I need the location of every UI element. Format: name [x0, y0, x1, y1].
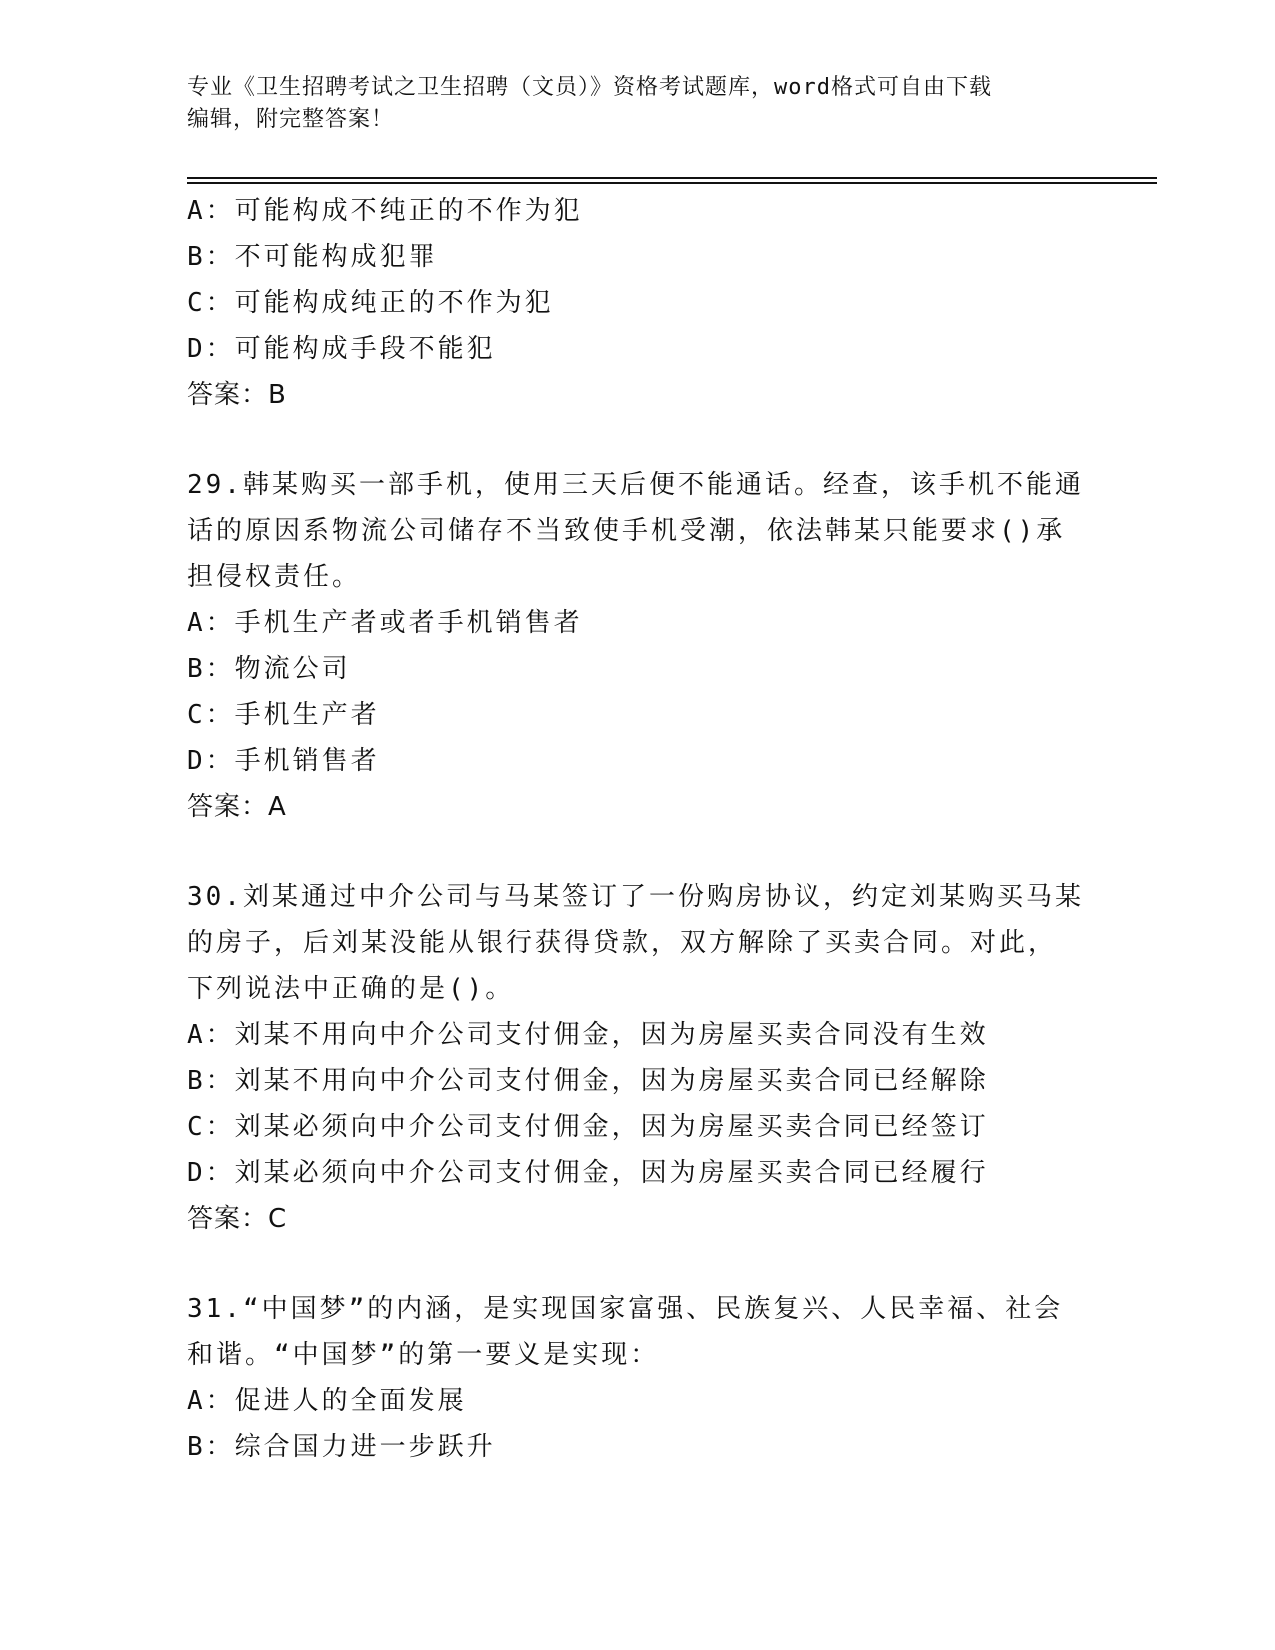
- option-b: B：刘某不用向中介公司支付佣金，因为房屋买卖合同已经解除: [187, 1066, 989, 1096]
- question-29: [187, 462, 1087, 830]
- answer-line: 答案：B: [187, 380, 287, 410]
- question-stem-line: 下列说法中正确的是()。: [187, 974, 515, 1004]
- question-30: [187, 874, 1087, 1242]
- question-stem-line: 30.刘某通过中介公司与马某签订了一份购房协议，约定刘某购买马某: [187, 882, 1084, 912]
- option-a: A：可能构成不纯正的不作为犯: [187, 196, 583, 226]
- option-c: C：手机生产者: [187, 700, 380, 730]
- question-stem-line: 担侵权责任。: [187, 562, 362, 592]
- answer-line: 答案：A: [187, 792, 287, 822]
- option-a: A：促进人的全面发展: [187, 1386, 467, 1416]
- question-stem-line: 的房子，后刘某没能从银行获得贷款，双方解除了买卖合同。对此，: [187, 928, 1058, 958]
- option-d: D：可能构成手段不能犯: [187, 334, 496, 364]
- question-stem-line: 话的原因系物流公司储存不当致使手机受潮，依法韩某只能要求()承: [187, 516, 1066, 546]
- document-header: [187, 72, 1087, 136]
- question-31: [187, 1286, 1087, 1470]
- header-line-2: 编辑，附完整答案！: [187, 107, 395, 132]
- question-spacer: [187, 1242, 1087, 1286]
- question-stem-line: 31.“中国梦”的内涵，是实现国家富强、民族复兴、人民幸福、社会: [187, 1294, 1064, 1324]
- header-divider-bottom: [187, 182, 1157, 184]
- option-b: B：综合国力进一步跃升: [187, 1432, 496, 1462]
- option-c: C：刘某必须向中介公司支付佣金，因为房屋买卖合同已经签订: [187, 1112, 989, 1142]
- question-28: [187, 188, 1087, 418]
- answer-line: 答案：C: [187, 1204, 288, 1234]
- option-d: D：手机销售者: [187, 746, 380, 776]
- question-spacer: [187, 418, 1087, 462]
- header-line-1: 专业《卫生招聘考试之卫生招聘（文员）》资格考试题库，word格式可自由下载: [187, 75, 992, 100]
- header-divider-top: [187, 177, 1157, 179]
- question-spacer: [187, 830, 1087, 874]
- option-b: B：物流公司: [187, 654, 351, 684]
- option-b: B：不可能构成犯罪: [187, 242, 438, 272]
- question-list: [187, 188, 1087, 1470]
- option-a: A：手机生产者或者手机销售者: [187, 608, 583, 638]
- option-a: A：刘某不用向中介公司支付佣金，因为房屋买卖合同没有生效: [187, 1020, 989, 1050]
- question-stem-line: 29.韩某购买一部手机，使用三天后便不能通话。经查，该手机不能通: [187, 470, 1084, 500]
- option-c: C：可能构成纯正的不作为犯: [187, 288, 554, 318]
- option-d: D：刘某必须向中介公司支付佣金，因为房屋买卖合同已经履行: [187, 1158, 989, 1188]
- question-stem-line: 和谐。“中国梦”的第一要义是实现：: [187, 1340, 660, 1370]
